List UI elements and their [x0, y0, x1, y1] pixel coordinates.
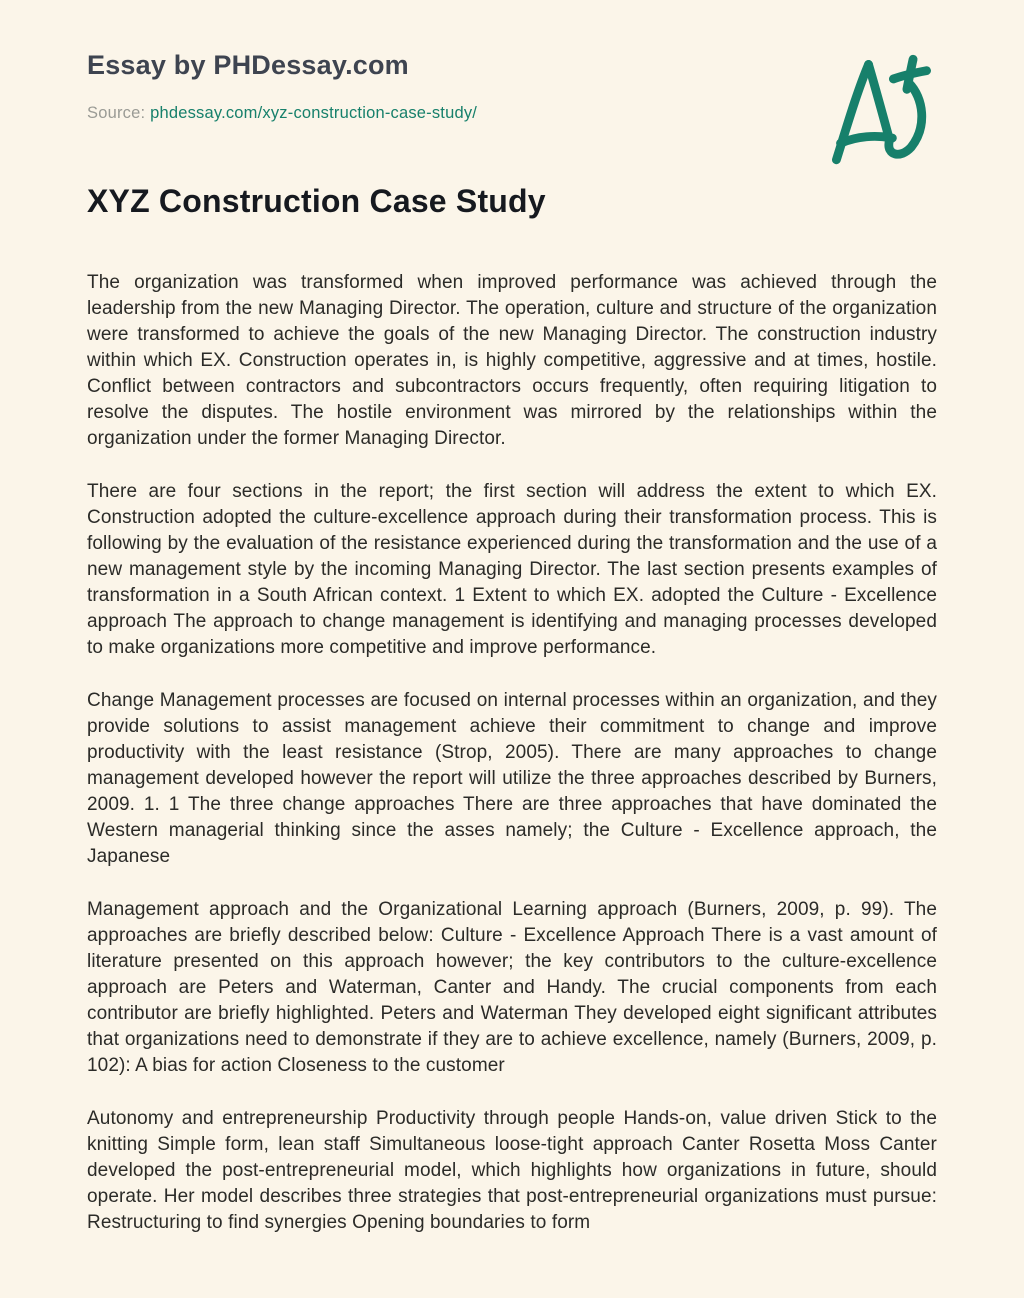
source-label: Source:: [87, 104, 146, 122]
aplus-logo-icon: [830, 52, 934, 166]
site-title: Essay by PHDessay.com: [87, 50, 409, 80]
essay-paragraph-4: Management approach and the Organizational Learning approach (Burners, 2009, p. 99). The approaches are briefly described below: Culture - Excellence Approach There is a vast amount of literature presented on this approach however; the key contributors to the culture-excellence approach are Peters and Waterman, Canter and Handy. The crucial components from each contributor are briefly highlighted. Peters and Waterman They developed eight significant attributes that organizations need to demonstrate if they are to achieve excellence, namely (Burners, 2009, p. 102): A bias for action Closeness to the customer: [87, 899, 937, 1076]
page-header: [87, 0, 937, 123]
essay-body: [87, 270, 937, 1236]
essay-paragraph-3: Change Management processes are focused on internal processes within an organization, and they provide solutions to assist management achieve their commitment to change and improve productivity with the least resistance (Strop, 2005). There are many approaches to change management developed however the report will utilize the three approaches described by Burners, 2009. 1. 1 The three change approaches There are three approaches that have dominated the Western managerial thinking since the asses namely; the Culture - Excellence approach, the Japanese: [87, 690, 937, 867]
essay-paragraph-2: There are four sections in the report; the first section will address the extent to which EX. Construction adopted the culture-excellence approach during their transformation process. This is following by the evaluation of the resistance experienced during the transformation and the use of a new management style by the incoming Managing Director. The last section presents examples of transformation in a South African context. 1 Extent to which EX. adopted the Culture - Excellence approach The approach to change management is identifying and managing processes developed to make organizations more competitive and improve performance.: [87, 481, 937, 658]
source-line: [87, 104, 937, 123]
essay-title: XYZ Construction Case Study: [87, 183, 546, 219]
essay-paragraph-1: The organization was transformed when improved performance was achieved through the leadership from the new Managing Director. The operation, culture and structure of the organization were transformed to achieve the goals of the new Managing Director. The construction industry within which EX. Construction operates in, is highly competitive, aggressive and at times, hostile. Conflict between contractors and subcontractors occurs frequently, often requiring litigation to resolve the disputes. The hostile environment was mirrored by the relationships within the organization under the former Managing Director.: [87, 272, 937, 449]
source-link[interactable]: phdessay.com/xyz-construction-case-study/: [150, 104, 478, 122]
essay-paragraph-5: Autonomy and entrepreneurship Productivity through people Hands-on, value driven Stick to the knitting Simple form, lean staff Simultaneous loose-tight approach Canter Rosetta Moss Canter developed the post-entrepreneurial model, which highlights how organizations in future, should operate. Her model describes three strategies that post-entrepreneurial organizations must pursue: Restructuring to find synergies Opening boundaries to form: [87, 1108, 937, 1233]
